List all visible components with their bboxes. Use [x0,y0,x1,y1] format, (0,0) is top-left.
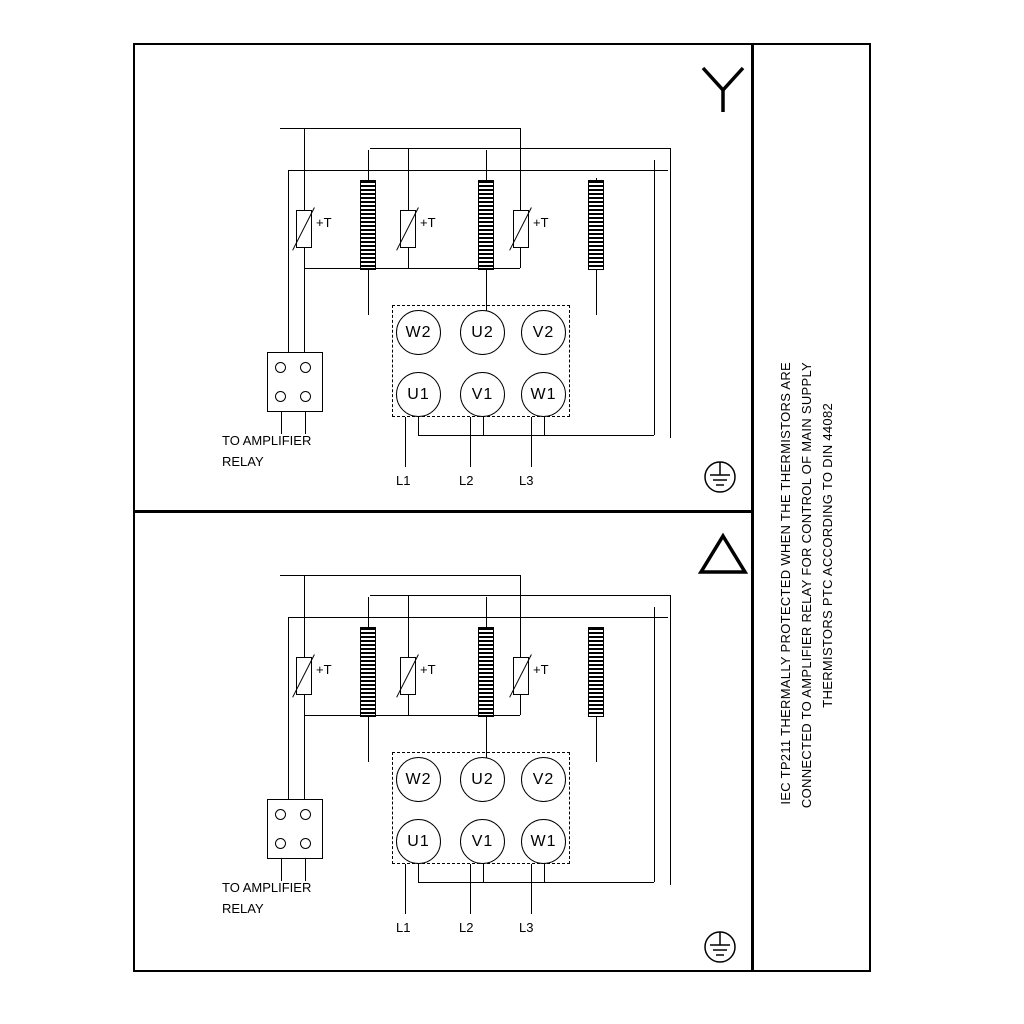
phase-return-3 [544,417,545,435]
thermistor-wire-top-b-delta [370,595,670,596]
earth-ground-symbol-star [700,455,740,499]
phase-return-riser [654,160,655,435]
terminal-w2-delta[interactable]: W2 [396,757,441,802]
thermistor-wire-f-delta [408,695,409,715]
thermistor-wire-e-delta [304,695,305,805]
thermistor-3-label: +T [533,215,549,230]
phase-label-l3-delta: L3 [519,920,534,935]
amplifier-connection-block [267,352,323,412]
amplifier-lead-2 [305,412,306,434]
thermistor-1-label: +T [316,215,332,230]
thermistor-1-label-delta: +T [316,662,332,677]
winding-coil-2 [478,180,494,270]
phase-label-l1: L1 [396,473,411,488]
phase-return-1-delta [418,864,419,882]
thermistor-wire-mid-a-delta [304,715,408,716]
terminal-v1-delta[interactable]: V1 [460,819,505,864]
coil-lead-2-delta [486,597,487,627]
note-line-1: IEC TP211 THERMALLY PROTECTED WHEN THE THERMISTORS ARE [778,362,793,805]
thermistor-wire-g-delta [520,695,521,715]
thermistor-wire-top-c-delta [288,617,668,618]
thermistor-wire-f [408,248,409,268]
thermistor-wire-d [670,148,671,438]
winding-coil-3-delta [588,627,604,717]
terminal-dot-4 [300,391,311,402]
terminal-u2[interactable]: U2 [460,310,505,355]
terminal-dot-1 [275,362,286,373]
phase-return-bus-a-delta [418,882,654,883]
thermistor-wire-top-a [280,128,520,129]
terminal-dot-1-delta [275,809,286,820]
thermistor-wire-g [520,248,521,268]
amplifier-label-line2: RELAY [222,454,264,469]
amplifier-label-line1-delta: TO AMPLIFIER [222,880,312,895]
terminal-v2-delta[interactable]: V2 [521,757,566,802]
amplifier-lead-1-delta [281,859,282,881]
thermistor-wire-c [408,148,409,210]
thermistor-wire-d-delta [670,595,671,885]
thermistor-wire-e [304,248,305,358]
coil-lead-3-bottom-delta [596,717,597,762]
winding-coil-1 [360,180,376,270]
delta-connection-symbol [695,530,751,578]
thermistor-3-label-delta: +T [533,662,549,677]
coil-lead-1-delta [368,597,369,627]
phase-return-1 [418,417,419,435]
star-connection-symbol [695,60,751,116]
terminal-dot-3 [275,391,286,402]
amplifier-label-line1: TO AMPLIFIER [222,433,312,448]
terminal-u1[interactable]: U1 [396,372,441,417]
phase-label-l2: L2 [459,473,474,488]
thermistor-2-label-delta: +T [420,662,436,677]
terminal-dot-4-delta [300,838,311,849]
terminal-v1[interactable]: V1 [460,372,505,417]
thermistor-wire-c-delta [408,595,409,657]
thermistor-wire-h-delta [288,617,289,805]
coil-lead-3 [596,178,597,180]
terminal-u2-delta[interactable]: U2 [460,757,505,802]
thermistor-wire-top-c [288,170,668,171]
terminal-u1-delta[interactable]: U1 [396,819,441,864]
phase-return-bus-a [418,435,654,436]
amplifier-lead-1 [281,412,282,434]
terminal-dot-3-delta [275,838,286,849]
phase-lead-l1-delta [405,864,406,914]
phase-return-2 [483,417,484,435]
thermistor-2-label: +T [420,215,436,230]
coil-lead-1-bottom-delta [368,717,369,762]
phase-label-l2-delta: L2 [459,920,474,935]
thermistor-wire-mid-b-delta [408,715,520,716]
amplifier-label-line2-delta: RELAY [222,901,264,916]
thermistor-wire-b-delta [520,575,521,657]
coil-lead-1 [368,150,369,180]
phase-return-riser-delta [654,607,655,882]
thermistor-wire-a [304,128,305,210]
phase-label-l1-delta: L1 [396,920,411,935]
winding-coil-3 [588,180,604,270]
terminal-w1[interactable]: W1 [521,372,566,417]
phase-lead-l3-delta [531,864,532,914]
thermistor-wire-b [520,128,521,210]
terminal-dot-2 [300,362,311,373]
phase-return-3-delta [544,864,545,882]
thermistor-wire-top-a-delta [280,575,520,576]
amplifier-lead-2-delta [305,859,306,881]
note-line-2: CONNECTED TO AMPLIFIER RELAY FOR CONTROL OF MAIN SUPPLY [799,362,814,809]
terminal-dot-2-delta [300,809,311,820]
winding-coil-2-delta [478,627,494,717]
amplifier-connection-block-delta [267,799,323,859]
phase-lead-l2-delta [470,864,471,914]
thermistor-wire-mid-b [408,268,520,269]
coil-lead-3-bottom [596,270,597,315]
thermistor-wire-mid-a [304,268,408,269]
terminal-w2[interactable]: W2 [396,310,441,355]
earth-ground-symbol-delta [700,925,740,969]
phase-lead-l1 [405,417,406,467]
thermistor-wire-h [288,170,289,358]
phase-return-2-delta [483,864,484,882]
phase-lead-l3 [531,417,532,467]
thermistor-wire-a-delta [304,575,305,657]
phase-label-l3: L3 [519,473,534,488]
thermistor-wire-top-b [370,148,670,149]
terminal-w1-delta[interactable]: W1 [521,819,566,864]
coil-lead-1-bottom [368,270,369,315]
phase-lead-l2 [470,417,471,467]
note-line-3: THERMISTORS PTC ACCORDING TO DIN 44082 [820,403,835,708]
coil-lead-2 [486,150,487,180]
terminal-v2[interactable]: V2 [521,310,566,355]
winding-coil-1-delta [360,627,376,717]
